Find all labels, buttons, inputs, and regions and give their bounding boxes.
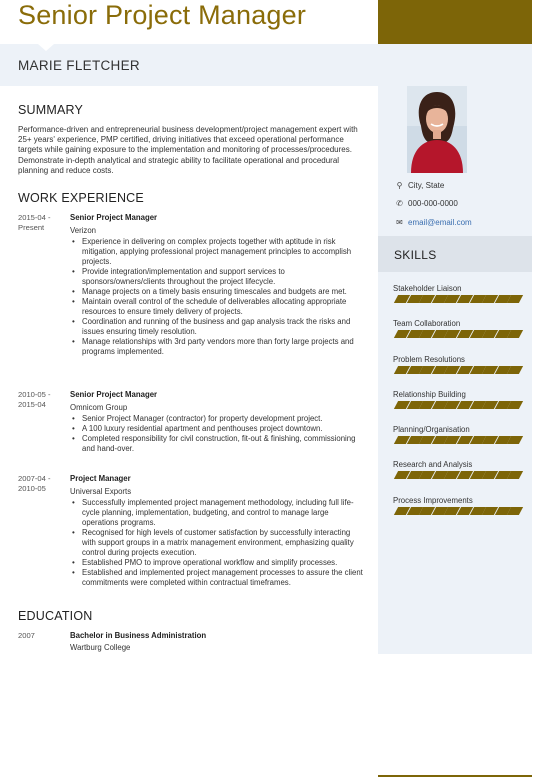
job-bullet-list [70,414,366,454]
contact-email[interactable] [395,218,472,227]
contact-location-text: City, State [408,181,445,190]
skill-rating-bar [393,401,521,409]
job-bullet: • A 100 luxury residential apartment and penthouses project downtown. [70,424,366,434]
job-company: Verizon [70,226,97,235]
job-bullet: • Manage relationships with 3rd party vendors more than forty large projects and programs implemented. [70,337,366,357]
job-company: Universal Exports [70,487,132,496]
header-accent-block [378,0,532,44]
job-company: Omnicom Group [70,403,128,412]
job-bullet: • Successfully implemented project management methodology, including full life-cycle planning, implementation, budgeting, and control to manage large operations programs. [70,498,366,528]
skill-label: Team Collaboration [393,319,461,328]
job-bullet-list [70,237,366,357]
skill-label: Problem Resolutions [393,355,465,364]
summary-text: Performance-driven and entrepreneurial business development/project management expert with 25+ years' experience, PMP certified, driving initiatives that exceed operational performance targets while gaining exposure to the implementation and monitoring of processes/procedures. Demonstrate in-depth analytical and strategic ability to facilitate operational and procedural planning and reduce costs. [18,125,358,175]
job-bullet: • Established and implemented project management processes to assure the client commitments were completed within contractual timeframes. [70,568,366,588]
candidate-name: MARIE FLETCHER [18,58,140,73]
phone-icon: ✆ [396,199,403,208]
skill-rating-bar [393,471,521,479]
job-bullet: • Recognised for high levels of customer satisfaction by successfully interacting with support groups in a matrix management environment, emphasizing quality control during projects execution. [70,528,366,558]
skill-label: Process Improvements [393,496,473,505]
education-degree: Bachelor in Business Administration [70,631,207,640]
job-bullet: • Established PMO to improve operational workflow and simplify processes. [70,558,366,568]
contact-location [395,181,444,190]
job-title: Senior Project Manager [70,213,158,222]
education-year: 2007 [18,631,35,640]
summary-heading: SUMMARY [18,103,84,117]
job-bullet-list [70,498,366,588]
job-bullet: • Senior Project Manager (contractor) for property development project. [70,414,366,424]
job-date-end: 2015-04 [18,400,46,409]
job-bullet: • Experience in delivering on complex projects together with aptitude in risk mitigation, applying professional project management principles to accomplish projects. [70,237,366,267]
job-date-start: 2010-05 - [18,390,51,399]
education-school: Wartburg College [70,643,131,652]
job-title: Senior Project Manager [70,390,158,399]
skill-rating-bar [393,330,521,338]
education-heading: EDUCATION [18,609,93,623]
job-date-start: 2015-04 - [18,213,51,222]
resume-job-title: Senior Project Manager [18,0,307,30]
skill-label: Stakeholder Liaison [393,284,462,293]
profile-photo-illustration [407,86,467,173]
envelope-icon: ✉ [396,218,403,227]
skill-rating-bar [393,366,521,374]
job-date-end: Present [18,223,45,232]
job-bullet: • Manage projects on a timely basis ensuring timescales and budgets are met. [70,287,366,297]
skill-label: Planning/Organisation [393,425,470,434]
job-bullet: • Coordination and running of the business and gap analysis track the risks and issues ensuring timely resolution. [70,317,366,337]
skill-label: Research and Analysis [393,460,473,469]
job-bullet: • Maintain overall control of the schedule of deliverables allocating appropriate resources to ensure timely delivery of projects. [70,297,366,317]
job-title: Project Manager [70,474,131,483]
skill-label: Relationship Building [393,390,466,399]
skill-rating-bar [393,436,521,444]
experience-heading: WORK EXPERIENCE [18,191,144,205]
job-date-end: 2010-05 [18,484,46,493]
job-date [18,213,66,233]
job-bullet: • Provide integration/implementation and support services to sponsors/owners/clients throughout the project lifecycle. [70,267,366,287]
profile-photo [407,86,467,173]
contact-phone-text: 000-000-0000 [408,199,458,208]
job-date [18,390,66,410]
job-date-start: 2007-04 - [18,474,51,483]
contact-email-link[interactable]: email@email.com [408,218,472,227]
job-date [18,474,66,494]
location-pin-icon: ⚲ [396,181,403,190]
contact-phone [395,199,458,208]
name-band-notch [38,44,54,51]
job-bullet: • Completed responsibility for civil construction, fit-out & finishing, commissioning and hand-over. [70,434,366,454]
skill-rating-bar [393,295,521,303]
skill-rating-bar [393,507,521,515]
skills-heading: SKILLS [394,248,437,262]
